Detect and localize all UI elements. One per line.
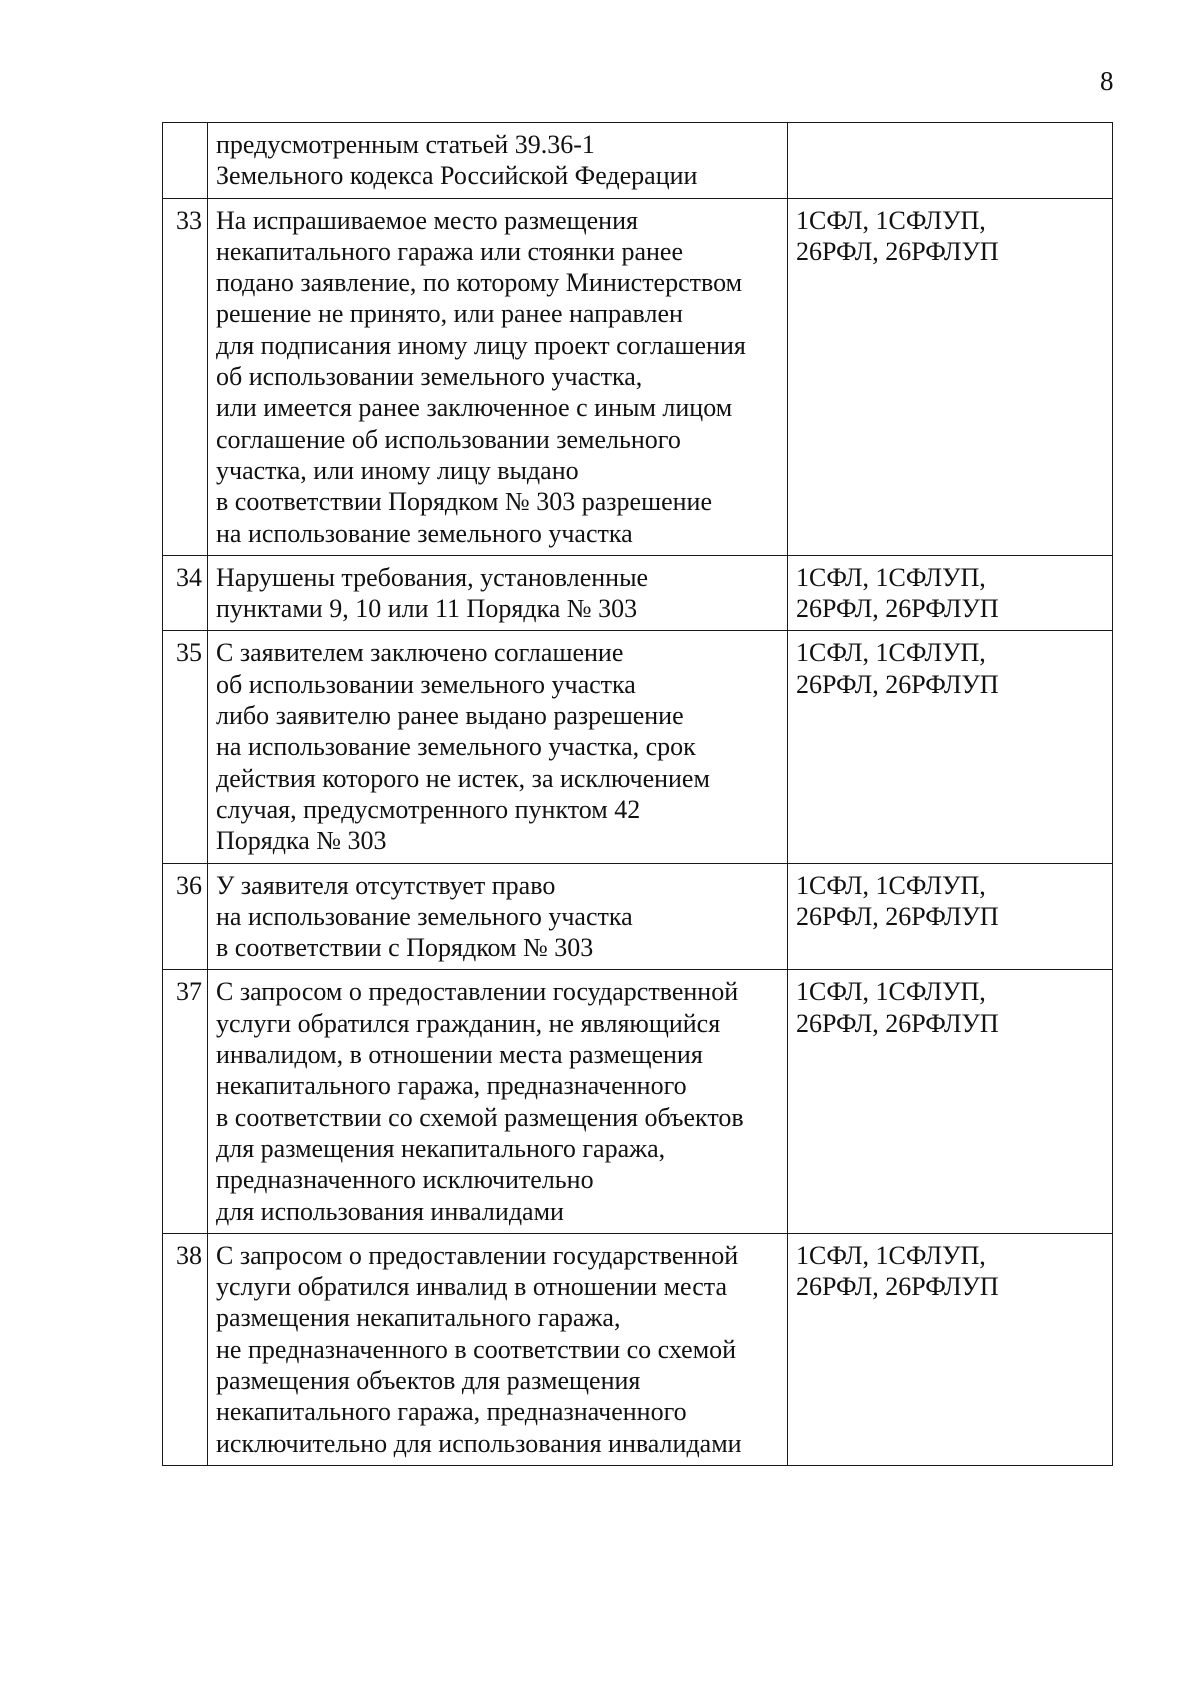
reason-line: С запросом о предоставлении государственной <box>216 1240 739 1270</box>
code-line: 1СФЛ, 1СФЛУП, <box>796 977 986 1007</box>
code-line: 26РФЛ, 26РФЛУП <box>796 1008 999 1038</box>
reason-line: на использование земельного участка <box>216 518 633 548</box>
reason-line: некапитального гаража или стоянки ранее <box>216 236 683 266</box>
reason-line: некапитального гаража, предназначенного <box>216 1397 687 1427</box>
table-row <box>163 123 1113 199</box>
reason-line: Земельного кодекса Российской Федерации <box>216 161 698 191</box>
row-number: 37 <box>163 970 208 1233</box>
reason-text <box>208 863 788 970</box>
reason-line: или имеется ранее заключенное с иным лицом <box>216 393 733 423</box>
reason-text <box>208 1233 788 1465</box>
reason-line: размещения объектов для размещения <box>216 1365 641 1395</box>
reason-line: предусмотренным статьей 39.36-1 <box>216 130 595 159</box>
reason-line: У заявителя отсутствует право <box>216 870 556 900</box>
reason-line: пунктами 9, 10 или 11 Порядка № 303 <box>216 594 638 624</box>
reason-line: в соответствии со схемой размещения объектов <box>216 1102 744 1132</box>
reason-line: предназначенного исключительно <box>216 1165 594 1195</box>
reason-line: случая, предусмотренного пунктом 42 <box>216 794 641 824</box>
reason-codes <box>788 1233 1113 1465</box>
reason-line: услуги обратился инвалид в отношении места <box>216 1272 727 1302</box>
reason-line: об использовании земельного участка, <box>216 362 643 392</box>
reason-line: для размещения некапитального гаража, <box>216 1133 666 1163</box>
reason-line: инвалидом, в отношении места размещения <box>216 1040 703 1070</box>
reason-line: решение не принято, или ранее направлен <box>216 299 683 329</box>
code-line: 1СФЛ, 1СФЛУП, <box>796 205 986 235</box>
reason-text <box>208 555 788 631</box>
code-line: 26РФЛ, 26РФЛУП <box>796 669 999 699</box>
row-number <box>163 123 208 199</box>
reason-text <box>208 970 788 1233</box>
reason-line: исключительно для использования инвалидами <box>216 1428 742 1458</box>
reason-line: на использование земельного участка <box>216 901 633 931</box>
reason-text <box>208 631 788 863</box>
refusal-reasons-table <box>162 122 1113 1466</box>
code-line: 26РФЛ, 26РФЛУП <box>796 594 999 624</box>
reason-line: размещения некапитального гаража, <box>216 1303 621 1333</box>
code-line: 1СФЛ, 1СФЛУП, <box>796 1240 986 1270</box>
code-line: 26РФЛ, 26РФЛУП <box>796 1272 999 1302</box>
table-row <box>163 555 1113 631</box>
reason-line: не предназначенного в соответствии со схемой <box>216 1334 737 1364</box>
reason-line: подано заявление, по которому Министерством <box>216 268 743 298</box>
reason-line: участка, или иному лицу выдано <box>216 455 579 485</box>
code-line: 26РФЛ, 26РФЛУП <box>796 901 999 931</box>
row-number: 35 <box>163 631 208 863</box>
code-line: 26РФЛ, 26РФЛУП <box>796 236 999 266</box>
reason-line: некапитального гаража, предназначенного <box>216 1071 687 1101</box>
reason-line: либо заявителю ранее выдано разрешение <box>216 701 684 731</box>
reason-line: для использования инвалидами <box>216 1196 564 1226</box>
reason-line: С заявителем заключено соглашение <box>216 638 624 668</box>
code-line: 1СФЛ, 1СФЛУП, <box>796 870 986 900</box>
reason-codes <box>788 198 1113 555</box>
reason-text <box>208 198 788 555</box>
reason-line: действия которого не истек, за исключением <box>216 763 710 793</box>
code-line: 1СФЛ, 1СФЛУП, <box>796 562 986 592</box>
reason-line: для подписания иному лицу проект соглашения <box>216 330 746 360</box>
reason-line: в соответствии с Порядком № 303 <box>216 933 594 963</box>
reason-codes <box>788 123 1113 199</box>
reason-codes <box>788 863 1113 970</box>
reason-line: услуги обратился гражданин, не являющийся <box>216 1008 721 1038</box>
reason-line: соглашение об использовании земельного <box>216 424 681 454</box>
reason-codes <box>788 555 1113 631</box>
reason-line: С запросом о предоставлении государственной <box>216 977 739 1007</box>
reason-codes <box>788 631 1113 863</box>
reason-line: на использование земельного участка, срок <box>216 732 696 762</box>
table-row <box>163 631 1113 863</box>
row-number: 36 <box>163 863 208 970</box>
reason-text <box>208 123 788 199</box>
code-line: 1СФЛ, 1СФЛУП, <box>796 638 986 668</box>
table-row <box>163 1233 1113 1465</box>
row-number: 34 <box>163 555 208 631</box>
table-row <box>163 970 1113 1233</box>
reason-line: На испрашиваемое место размещения <box>216 205 638 235</box>
page-number: 8 <box>1100 66 1114 96</box>
row-number: 38 <box>163 1233 208 1465</box>
reason-line: об использовании земельного участка <box>216 669 636 699</box>
reason-codes <box>788 970 1113 1233</box>
table-row <box>163 863 1113 970</box>
row-number: 33 <box>163 198 208 555</box>
table-row <box>163 198 1113 555</box>
reason-line: Порядка № 303 <box>216 826 387 856</box>
reason-line: Нарушены требования, установленные <box>216 562 649 592</box>
reason-line: в соответствии Порядком № 303 разрешение <box>216 487 713 517</box>
